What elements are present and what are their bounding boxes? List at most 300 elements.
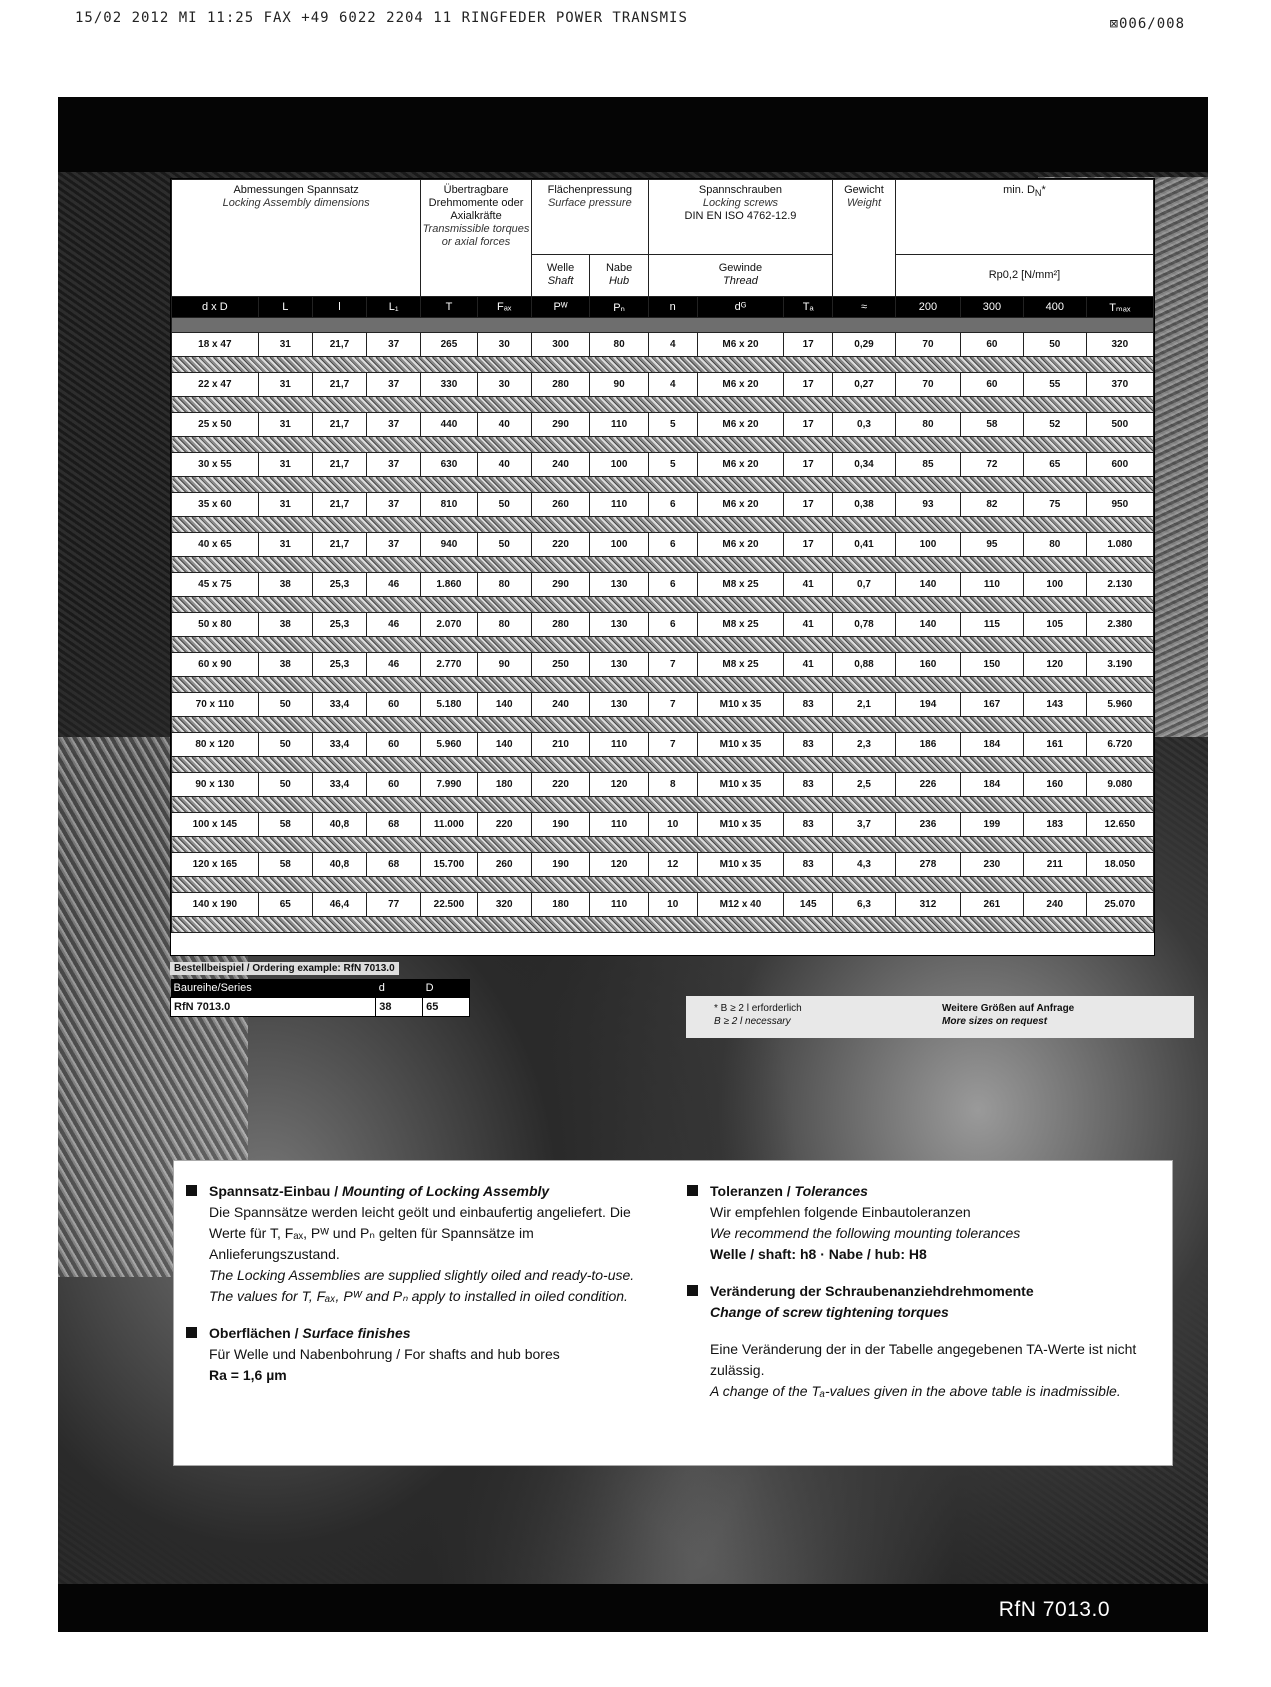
table-cell: 40 x 65	[172, 533, 259, 557]
symbol-T: T	[421, 297, 477, 318]
table-cell: 110	[590, 813, 649, 837]
table-cell: 4,3	[833, 853, 896, 877]
table-cell: 3.190	[1086, 653, 1153, 677]
ordering-table	[170, 979, 470, 1017]
section-torque-change-de: Eine Veränderung der in der Tabelle angegebenen TA-Werte ist nicht zulässig.	[710, 1341, 1137, 1378]
table-row-texture	[172, 677, 1154, 693]
table-cell: 320	[1086, 333, 1153, 357]
table-cell: 37	[367, 373, 421, 397]
table-cell: 2.130	[1086, 573, 1153, 597]
table-row-texture	[172, 797, 1154, 813]
table-cell: M8 x 25	[697, 573, 784, 597]
table-row	[172, 893, 1154, 917]
table-cell: 120 x 165	[172, 853, 259, 877]
table-cell: 10	[648, 893, 697, 917]
table-cell: 0,27	[833, 373, 896, 397]
symbol-400: 400	[1023, 297, 1086, 318]
table-cell: 50	[258, 773, 312, 797]
section-tolerances-en: We recommend the following mounting tolerances	[710, 1225, 1021, 1241]
table-cell: 115	[960, 613, 1023, 637]
table-row-texture	[172, 597, 1154, 613]
table-cell: 140	[895, 613, 960, 637]
footnote-right-de: Weitere Größen auf Anfrage	[942, 1003, 1075, 1014]
table-cell: 41	[784, 573, 833, 597]
texture-cell	[172, 557, 1154, 573]
table-cell: 2.070	[421, 613, 477, 637]
header-pressure	[531, 180, 648, 255]
table-cell: 194	[895, 693, 960, 717]
table-cell: 37	[367, 333, 421, 357]
table-cell: 210	[531, 733, 590, 757]
table-cell: 58	[258, 813, 312, 837]
header-thread-en: Thread	[723, 275, 758, 288]
texture-cell	[172, 517, 1154, 533]
table-cell: 37	[367, 493, 421, 517]
table-cell: 38	[258, 613, 312, 637]
symbol-l: l	[312, 297, 366, 318]
table-cell: 17	[784, 453, 833, 477]
table-row	[172, 653, 1154, 677]
table-cell: 60 x 90	[172, 653, 259, 677]
table-cell: 290	[531, 413, 590, 437]
symbol-200: 200	[895, 297, 960, 318]
texture-cell	[172, 717, 1154, 733]
table-cell: 280	[531, 373, 590, 397]
table-row	[172, 573, 1154, 597]
section-tolerances-body	[687, 1202, 1157, 1265]
table-cell: 2,5	[833, 773, 896, 797]
texture-cell	[172, 357, 1154, 373]
table-cell: 80	[895, 413, 960, 437]
texture-cell	[172, 757, 1154, 773]
table-cell: 17	[784, 373, 833, 397]
table-cell: 110	[590, 733, 649, 757]
table-cell: 6	[648, 613, 697, 637]
table-cell: 46,4	[312, 893, 366, 917]
texture-cell	[172, 437, 1154, 453]
table-cell: M10 x 35	[697, 773, 784, 797]
table-cell: 77	[367, 893, 421, 917]
specification-table	[171, 179, 1154, 933]
table-row-texture	[172, 917, 1154, 933]
table-cell: 7	[648, 693, 697, 717]
table-cell: 83	[784, 813, 833, 837]
texture-cell	[172, 637, 1154, 653]
table-cell: 35 x 60	[172, 493, 259, 517]
table-cell: 130	[590, 573, 649, 597]
table-cell: 5.180	[421, 693, 477, 717]
table-row	[172, 613, 1154, 637]
table-cell: 167	[960, 693, 1023, 717]
header-dimensions-de: Abmessungen Spannsatz	[233, 184, 359, 196]
table-row-texture	[172, 717, 1154, 733]
table-cell: 0,38	[833, 493, 896, 517]
table-cell: 2.380	[1086, 613, 1153, 637]
table-cell: 130	[590, 613, 649, 637]
table-cell: 8	[648, 773, 697, 797]
symbol-Tmax: Tₘₐₓ	[1086, 297, 1153, 318]
table-cell: 160	[895, 653, 960, 677]
table-cell: 46	[367, 653, 421, 677]
table-cell: 110	[590, 413, 649, 437]
table-cell: 60	[960, 333, 1023, 357]
symbol-dG: dᴳ	[697, 297, 784, 318]
table-cell: 199	[960, 813, 1023, 837]
texture-cell	[172, 477, 1154, 493]
table-cell: 100	[590, 453, 649, 477]
table-cell: 90 x 130	[172, 773, 259, 797]
symbol-Ta: Tₐ	[784, 297, 833, 318]
footnote-right-en: More sizes on request	[942, 1016, 1048, 1027]
table-cell: 120	[590, 773, 649, 797]
table-body	[172, 333, 1154, 933]
symbol-Pn: Pₙ	[590, 297, 649, 318]
table-cell: 80	[477, 573, 531, 597]
table-cell: 50 x 80	[172, 613, 259, 637]
table-cell: 17	[784, 493, 833, 517]
table-cell: 55	[1023, 373, 1086, 397]
header-weight-en: Weight	[846, 197, 882, 209]
table-cell: 58	[258, 853, 312, 877]
section-torque-change-title	[687, 1281, 1157, 1302]
bullet-square-icon	[186, 1185, 197, 1196]
header-torque-de: Übertragbare Drehmomente oder Axialkräfte	[428, 184, 524, 222]
table-cell: 22 x 47	[172, 373, 259, 397]
ordering-value-d: 38	[376, 998, 423, 1017]
footnotes-box	[686, 996, 1194, 1038]
section-surfaces-roughness: Ra = 1,6 µm	[209, 1367, 287, 1383]
table-cell: M12 x 40	[697, 893, 784, 917]
table-cell: 83	[784, 733, 833, 757]
table-cell: 50	[258, 693, 312, 717]
section-tolerances	[687, 1181, 1157, 1265]
table-cell: 40	[477, 453, 531, 477]
table-cell: 90	[477, 653, 531, 677]
table-cell: 50	[477, 493, 531, 517]
table-cell: 83	[784, 693, 833, 717]
table-cell: 190	[531, 813, 590, 837]
section-torque-change-title-en: Change of screw tightening torques	[710, 1304, 949, 1320]
table-cell: 1.080	[1086, 533, 1153, 557]
table-cell: 70	[895, 333, 960, 357]
table-cell: 0,78	[833, 613, 896, 637]
table-cell: 82	[960, 493, 1023, 517]
specification-table-box	[170, 178, 1155, 956]
table-cell: 220	[477, 813, 531, 837]
section-tolerances-title-en: Tolerances	[794, 1183, 868, 1199]
table-cell: 37	[367, 533, 421, 557]
fax-header	[75, 10, 1185, 32]
table-cell: 180	[531, 893, 590, 917]
table-cell: 6	[648, 573, 697, 597]
table-cell: M10 x 35	[697, 733, 784, 757]
section-surfaces-title-de: Oberflächen /	[209, 1325, 303, 1341]
symbol-300: 300	[960, 297, 1023, 318]
table-cell: 600	[1086, 453, 1153, 477]
table-cell: 130	[590, 653, 649, 677]
table-cell: 226	[895, 773, 960, 797]
texture-cell	[172, 877, 1154, 893]
table-cell: 110	[590, 893, 649, 917]
table-cell: 240	[1023, 893, 1086, 917]
table-cell: 38	[258, 653, 312, 677]
table-cell: 6	[648, 493, 697, 517]
table-cell: M10 x 35	[697, 813, 784, 837]
table-cell: 300	[531, 333, 590, 357]
bullet-square-icon	[687, 1185, 698, 1196]
table-cell: 40	[477, 413, 531, 437]
table-cell: 280	[531, 613, 590, 637]
table-cell: 810	[421, 493, 477, 517]
table-cell: 31	[258, 373, 312, 397]
table-cell: 2.770	[421, 653, 477, 677]
footnote-right	[942, 1002, 1074, 1028]
table-cell: 70 x 110	[172, 693, 259, 717]
table-cell: 31	[258, 533, 312, 557]
header-dimensions	[172, 180, 421, 297]
table-cell: 25.070	[1086, 893, 1153, 917]
table-cell: 33,4	[312, 733, 366, 757]
table-cell: 120	[590, 853, 649, 877]
header-weight	[833, 180, 896, 297]
table-cell: M6 x 20	[697, 533, 784, 557]
table-cell: 60	[367, 773, 421, 797]
header-screws-en: Locking screws	[702, 197, 779, 209]
table-cell: 143	[1023, 693, 1086, 717]
table-cell: 183	[1023, 813, 1086, 837]
table-row	[172, 733, 1154, 757]
table-row	[172, 853, 1154, 877]
table-cell: 500	[1086, 413, 1153, 437]
ordering-value-series: RfN 7013.0	[171, 998, 376, 1017]
table-cell: 72	[960, 453, 1023, 477]
header-torque-en: Transmissible torques or axial forces	[422, 223, 530, 248]
table-cell: 75	[1023, 493, 1086, 517]
table-cell: 30 x 55	[172, 453, 259, 477]
table-cell: 261	[960, 893, 1023, 917]
texture-cell	[172, 677, 1154, 693]
table-cell: 100	[895, 533, 960, 557]
table-cell: 4	[648, 333, 697, 357]
table-row-texture	[172, 757, 1154, 773]
header-pressure-en: Surface pressure	[547, 197, 632, 209]
table-cell: 140	[477, 693, 531, 717]
table-cell: 6	[648, 533, 697, 557]
table-cell: 80	[477, 613, 531, 637]
table-cell: M6 x 20	[697, 373, 784, 397]
table-cell: 18 x 47	[172, 333, 259, 357]
table-cell: 25 x 50	[172, 413, 259, 437]
table-cell: 7	[648, 733, 697, 757]
table-cell: 30	[477, 373, 531, 397]
table-cell: M6 x 20	[697, 453, 784, 477]
table-cell: 278	[895, 853, 960, 877]
section-surfaces-title	[186, 1323, 656, 1344]
table-cell: 31	[258, 453, 312, 477]
table-cell: M6 x 20	[697, 413, 784, 437]
section-torque-change-body	[687, 1302, 1157, 1402]
fax-transmission-line: 15/02 2012 MI 11:25 FAX +49 6022 2204 11 RINGFEDER POWER TRANSMIS	[75, 10, 688, 26]
table-cell: 5	[648, 413, 697, 437]
table-cell: 184	[960, 733, 1023, 757]
table-cell: 21,7	[312, 493, 366, 517]
table-cell: 140	[895, 573, 960, 597]
table-cell: 100	[590, 533, 649, 557]
table-cell: 161	[1023, 733, 1086, 757]
bullet-square-icon	[186, 1327, 197, 1338]
symbol-weight: ≈	[833, 297, 896, 318]
header-hub-de: Nabe	[605, 262, 633, 275]
header-shaft	[531, 254, 590, 296]
table-cell: 21,7	[312, 413, 366, 437]
table-cell: 38	[258, 573, 312, 597]
table-cell: 940	[421, 533, 477, 557]
table-cell: 68	[367, 813, 421, 837]
table-cell: 17	[784, 333, 833, 357]
table-cell: 370	[1086, 373, 1153, 397]
table-cell: 320	[477, 893, 531, 917]
table-cell: 0,7	[833, 573, 896, 597]
table-cell: 41	[784, 653, 833, 677]
header-pressure-de: Flächenpressung	[547, 184, 633, 196]
header-shaft-en: Shaft	[547, 275, 574, 288]
table-cell: 265	[421, 333, 477, 357]
table-row-texture	[172, 557, 1154, 573]
table-cell: 100	[1023, 573, 1086, 597]
table-row	[172, 533, 1154, 557]
table-cell: 110	[960, 573, 1023, 597]
texture-cell	[172, 397, 1154, 413]
fax-page-counter: ⊠006/008	[1109, 16, 1185, 32]
table-cell: M8 x 25	[697, 613, 784, 637]
table-cell: 50	[258, 733, 312, 757]
table-cell: 12.650	[1086, 813, 1153, 837]
header-thread-de: Gewinde	[718, 262, 763, 275]
document-code: RfN 7013.0	[998, 1598, 1110, 1621]
table-row-texture	[172, 477, 1154, 493]
table-cell: 105	[1023, 613, 1086, 637]
table-row-texture	[172, 357, 1154, 373]
header-thread	[648, 254, 832, 296]
section-tolerances-values: Welle / shaft: h8 · Nabe / hub: H8	[710, 1246, 927, 1262]
table-cell: 95	[960, 533, 1023, 557]
symbol-Fax: Fₐₓ	[477, 297, 531, 318]
section-surfaces-body	[186, 1344, 656, 1386]
table-cell: 7.990	[421, 773, 477, 797]
table-cell: 40,8	[312, 813, 366, 837]
header-min-d-sub: N	[1034, 188, 1042, 199]
instructions-left-column	[186, 1181, 656, 1402]
table-row-texture	[172, 837, 1154, 853]
ordering-example	[170, 962, 470, 1032]
table-cell: 220	[531, 533, 590, 557]
table-cell: 2,3	[833, 733, 896, 757]
header-min-d	[895, 180, 1153, 255]
table-cell: 190	[531, 853, 590, 877]
symbol-dxD: d x D	[172, 297, 259, 318]
table-cell: 12	[648, 853, 697, 877]
table-cell: 630	[421, 453, 477, 477]
table-cell: 80 x 120	[172, 733, 259, 757]
footnote-left	[714, 1002, 802, 1028]
table-cell: M8 x 25	[697, 653, 784, 677]
table-cell: 5.960	[1086, 693, 1153, 717]
table-cell: 11.000	[421, 813, 477, 837]
table-cell: 60	[960, 373, 1023, 397]
table-cell: 180	[477, 773, 531, 797]
header-dimensions-en: Locking Assembly dimensions	[222, 197, 370, 209]
section-torque-change-en: A change of the Tₐ-values given in the above table is inadmissible.	[710, 1383, 1121, 1399]
table-cell: M6 x 20	[697, 493, 784, 517]
table-cell: 5	[648, 453, 697, 477]
bullet-square-icon	[687, 1285, 698, 1296]
table-cell: 65	[1023, 453, 1086, 477]
header-screws-de: Spannschrauben	[698, 184, 783, 196]
table-cell: 93	[895, 493, 960, 517]
table-cell: 33,4	[312, 773, 366, 797]
table-cell: 25,3	[312, 653, 366, 677]
table-row-texture	[172, 637, 1154, 653]
instructions-box	[173, 1160, 1173, 1466]
table-cell: 17	[784, 413, 833, 437]
section-surfaces-title-en: Surface finishes	[302, 1325, 411, 1341]
table-cell: 6,3	[833, 893, 896, 917]
section-mounting-title	[186, 1181, 656, 1202]
table-cell: 17	[784, 533, 833, 557]
section-torque-change-title-de: Veränderung der Schraubenanziehdrehmomente	[710, 1283, 1034, 1299]
header-screws-norm: DIN EN ISO 4762-12.9	[684, 210, 797, 222]
table-cell: 120	[1023, 653, 1086, 677]
table-row	[172, 413, 1154, 437]
table-cell: 140 x 190	[172, 893, 259, 917]
table-cell: M6 x 20	[697, 333, 784, 357]
table-cell: 184	[960, 773, 1023, 797]
table-cell: 68	[367, 853, 421, 877]
table-cell: 37	[367, 453, 421, 477]
table-cell: 83	[784, 853, 833, 877]
section-surfaces	[186, 1323, 656, 1386]
table-cell: 236	[895, 813, 960, 837]
symbol-L1: L₁	[367, 297, 421, 318]
table-cell: 83	[784, 773, 833, 797]
table-cell: 31	[258, 333, 312, 357]
ordering-caption: Bestellbeispiel / Ordering example: RfN 7013.0	[170, 962, 399, 975]
table-row	[172, 773, 1154, 797]
footer-band	[58, 1584, 1208, 1632]
table-cell: 41	[784, 613, 833, 637]
section-tolerances-de: Wir empfehlen folgende Einbautoleranzen	[710, 1204, 971, 1220]
table-cell: 2,1	[833, 693, 896, 717]
header-min-d-star: *	[1041, 184, 1046, 196]
table-cell: 240	[531, 453, 590, 477]
table-row-texture	[172, 397, 1154, 413]
table-row	[172, 373, 1154, 397]
table-cell: 260	[477, 853, 531, 877]
table-cell: 37	[367, 413, 421, 437]
table-row	[172, 493, 1154, 517]
table-cell: 7	[648, 653, 697, 677]
ordering-header-d: d	[376, 979, 423, 998]
table-cell: 50	[477, 533, 531, 557]
texture-cell	[172, 797, 1154, 813]
table-cell: 21,7	[312, 453, 366, 477]
table-cell: 40,8	[312, 853, 366, 877]
table-row-texture	[172, 437, 1154, 453]
section-mounting-title-en: Mounting of Locking Assembly	[342, 1183, 550, 1199]
table-cell: 21,7	[312, 373, 366, 397]
panel-top-band	[58, 97, 1208, 172]
table-cell: 46	[367, 573, 421, 597]
